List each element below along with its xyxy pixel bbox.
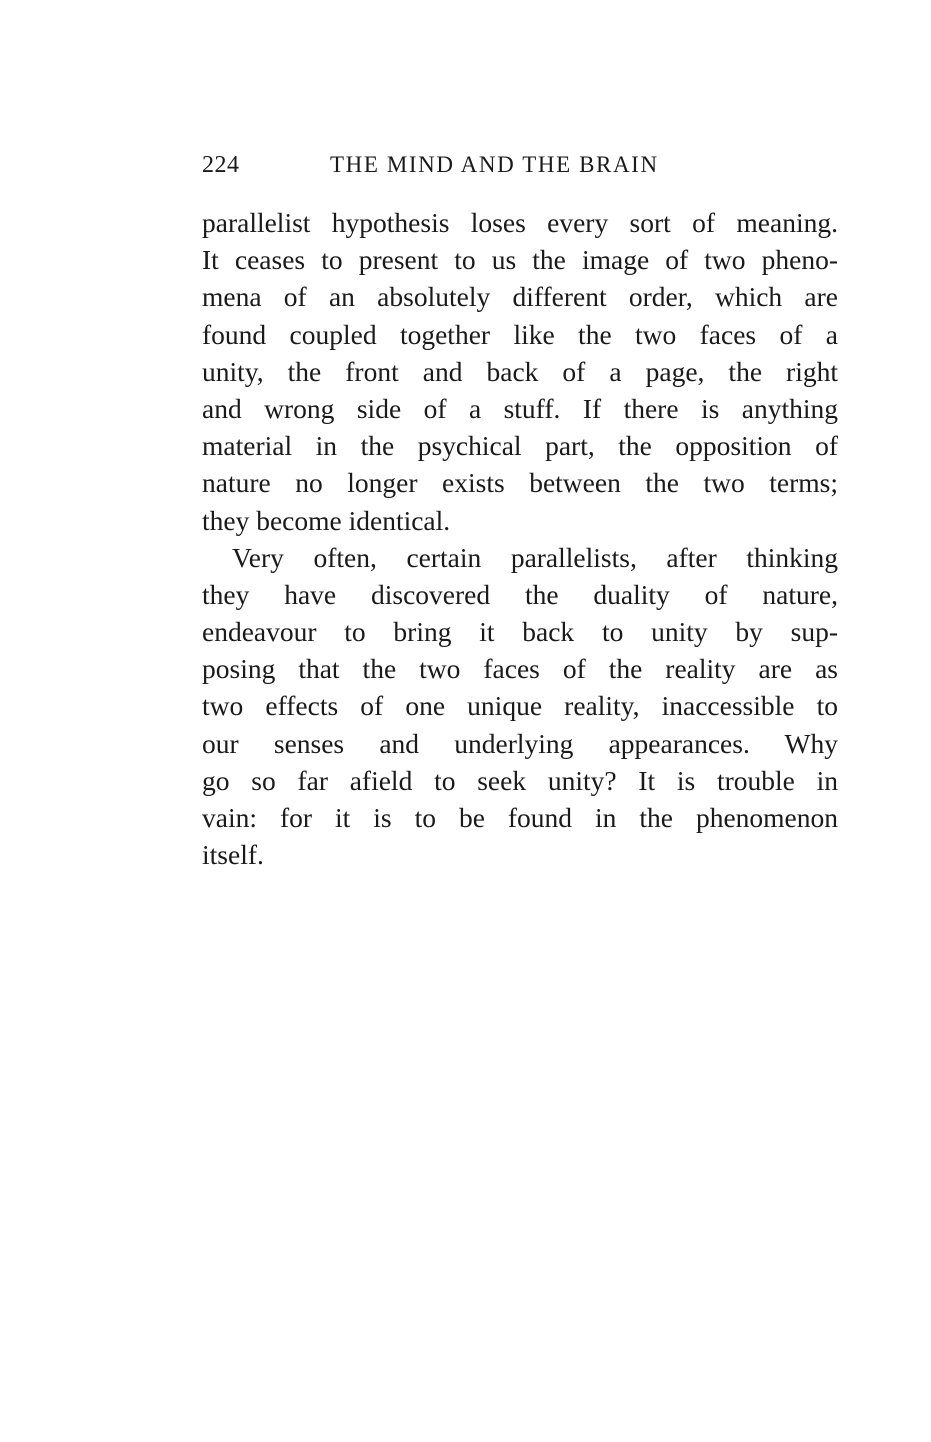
text-line: itself. bbox=[202, 839, 264, 871]
page-number: 224 bbox=[202, 152, 240, 178]
text-line: two effects of one unique reality, inaccessible to bbox=[202, 690, 838, 722]
text-line: found coupled together like the two faces of a bbox=[202, 318, 838, 350]
running-title: THE MIND AND THE BRAIN bbox=[330, 152, 659, 177]
text-line: and wrong side of a stuff. If there is anything bbox=[202, 392, 838, 424]
body-text bbox=[202, 204, 838, 873]
text-line: mena of an absolutely different order, which are bbox=[202, 281, 838, 313]
text-line: they have discovered the duality of nature, bbox=[202, 578, 838, 610]
text-line: endeavour to bring it back to unity by sup- bbox=[202, 616, 838, 648]
text-line: they become identical. bbox=[202, 504, 451, 536]
text-line: It ceases to present to us the image of two pheno- bbox=[202, 244, 838, 276]
text-line: vain: for it is to be found in the phenomenon bbox=[202, 802, 838, 833]
running-head bbox=[202, 152, 838, 188]
text-line: nature no longer exists between the two terms; bbox=[202, 467, 838, 499]
paragraph-1 bbox=[202, 204, 838, 539]
text-line: our senses and underlying appearances. Why bbox=[202, 727, 838, 759]
text-line: posing that the two faces of the reality are as bbox=[202, 653, 838, 685]
text-line: parallelist hypothesis loses every sort of meaning. bbox=[202, 207, 838, 238]
text-line: go so far afield to seek unity? It is trouble in bbox=[202, 764, 838, 796]
text-line: unity, the front and back of a page, the right bbox=[202, 355, 838, 387]
text-line: Very often, certain parallelists, after thinking bbox=[232, 541, 838, 573]
text-line: material in the psychical part, the opposition of bbox=[202, 430, 838, 462]
paragraph-2 bbox=[202, 539, 838, 874]
